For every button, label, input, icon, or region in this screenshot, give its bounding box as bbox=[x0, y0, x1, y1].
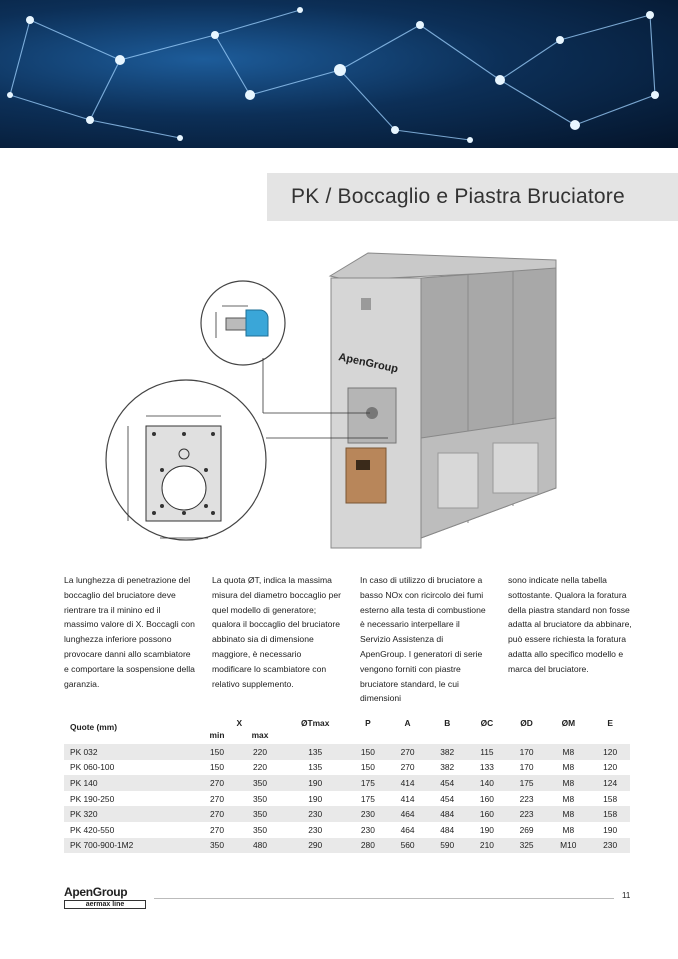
value-cell: 190 bbox=[603, 824, 618, 835]
table-row bbox=[64, 838, 630, 854]
col-header: ØD bbox=[520, 718, 533, 728]
value-cell: 115 bbox=[480, 746, 494, 757]
value-cell: 350 bbox=[253, 777, 267, 788]
burner-plate-diagram bbox=[98, 248, 568, 568]
quote-label: Quote (mm) bbox=[70, 722, 117, 732]
value-cell: 220 bbox=[253, 746, 267, 757]
network-graphic bbox=[0, 0, 678, 148]
value-cell: M8 bbox=[562, 762, 575, 773]
model-name-cell: PK 420-550 bbox=[70, 824, 115, 835]
model-name-cell: PK 190-250 bbox=[70, 793, 115, 804]
value-cell: 150 bbox=[210, 762, 224, 773]
paragraph: sono indicate nella tabella sottostante. Qualora la foratura della piastra standard non fosse adatta al bruciatore da abbinare, può essere richiesta la foratura adatta allo specifico modello e marca del bruciatore. bbox=[508, 575, 632, 674]
paragraph: La lunghezza di penetrazione del boccaglio del bruciatore deve rientrare tra il minino ed il massimo valore di X. Boccagli con lunghezza inferiore possono provocare danni allo scambiatore e comportare la sospensione della garanzia. bbox=[64, 575, 195, 689]
value-cell: 270 bbox=[210, 824, 224, 835]
table-row bbox=[64, 760, 630, 776]
value-cell: 454 bbox=[440, 793, 455, 804]
value-cell: 140 bbox=[479, 777, 494, 788]
x-min-label: min bbox=[209, 730, 225, 740]
value-cell: 270 bbox=[210, 793, 224, 804]
table-header-row bbox=[64, 712, 630, 730]
value-cell: 175 bbox=[360, 777, 375, 788]
value-cell: 223 bbox=[519, 793, 534, 804]
col-header: ØC bbox=[480, 718, 494, 728]
x-max-label: max bbox=[251, 730, 269, 740]
value-cell: 150 bbox=[360, 746, 375, 757]
dimensions-table bbox=[64, 712, 630, 853]
value-cell: 223 bbox=[519, 809, 534, 820]
value-cell: 175 bbox=[360, 793, 375, 804]
value-cell: 160 bbox=[479, 809, 494, 820]
footer-divider bbox=[154, 898, 614, 899]
text-column-2 bbox=[212, 573, 343, 706]
header-banner-image bbox=[0, 0, 678, 148]
table-row bbox=[64, 806, 630, 822]
value-cell: 484 bbox=[440, 809, 455, 820]
model-name-cell: PK 060-100 bbox=[70, 762, 115, 773]
value-cell: 590 bbox=[440, 840, 455, 851]
table-row bbox=[64, 791, 630, 807]
value-cell: 175 bbox=[519, 777, 534, 788]
value-cell: 230 bbox=[603, 840, 618, 851]
value-cell: 350 bbox=[253, 793, 267, 804]
model-name-cell: PK 320 bbox=[70, 809, 98, 820]
value-cell: 464 bbox=[400, 809, 415, 820]
value-cell: 350 bbox=[253, 809, 267, 820]
model-name-cell: PK 700-900-1M2 bbox=[70, 840, 134, 851]
value-cell: 269 bbox=[519, 824, 534, 835]
value-cell: 190 bbox=[479, 824, 494, 835]
value-cell: 230 bbox=[360, 824, 375, 835]
text-column-3 bbox=[360, 573, 491, 706]
col-header: P bbox=[365, 718, 371, 728]
value-cell: 220 bbox=[253, 762, 267, 773]
paragraph: In caso di utilizzo di bruciatore a basso NOx con ricircolo dei fumi esterno alla testa di combustione è necessario interpellare il Servizio Assistenza di ApenGroup. I generatori di serie vengono forniti con piastre bruciatore standard, le cui dimensioni bbox=[360, 575, 486, 704]
page-title: PK / Boccaglio e Piastra Bruciatore bbox=[291, 185, 625, 208]
value-cell: 414 bbox=[400, 777, 415, 788]
value-cell: M8 bbox=[562, 809, 575, 820]
value-cell: 170 bbox=[519, 746, 534, 757]
plate-detail-callout bbox=[106, 380, 266, 540]
value-cell: 560 bbox=[400, 840, 415, 851]
table-row bbox=[64, 822, 630, 838]
value-cell: 480 bbox=[253, 840, 267, 851]
value-cell: 350 bbox=[210, 840, 224, 851]
value-cell: 270 bbox=[400, 746, 415, 757]
value-cell: 382 bbox=[440, 762, 455, 773]
value-cell: 135 bbox=[308, 746, 323, 757]
heater-unit-drawing bbox=[330, 253, 556, 548]
value-cell: 230 bbox=[308, 809, 323, 820]
col-header: A bbox=[404, 718, 411, 728]
value-cell: 150 bbox=[210, 746, 224, 757]
value-cell: 350 bbox=[253, 824, 267, 835]
value-cell: 464 bbox=[400, 824, 415, 835]
col-header: ØM bbox=[561, 718, 576, 728]
value-cell: 280 bbox=[360, 840, 375, 851]
value-cell: 230 bbox=[308, 824, 323, 835]
value-cell: 454 bbox=[440, 777, 455, 788]
value-cell: 414 bbox=[400, 793, 415, 804]
value-cell: 210 bbox=[479, 840, 494, 851]
value-cell: 133 bbox=[479, 762, 494, 773]
col-header: X bbox=[236, 718, 243, 728]
value-cell: M8 bbox=[562, 777, 575, 788]
footer-sub-brand: aermax line bbox=[64, 900, 146, 909]
description-text bbox=[64, 573, 644, 706]
value-cell: 170 bbox=[519, 762, 534, 773]
value-cell: 120 bbox=[603, 762, 618, 773]
col-header: ØTmax bbox=[300, 718, 330, 728]
value-cell: 158 bbox=[603, 793, 618, 804]
unit-brand-label: ApenGroup bbox=[337, 351, 400, 376]
page-number: 11 bbox=[622, 891, 631, 900]
value-cell: 484 bbox=[440, 824, 455, 835]
value-cell: M8 bbox=[562, 793, 575, 804]
value-cell: 135 bbox=[308, 762, 323, 773]
value-cell: M8 bbox=[562, 824, 575, 835]
col-header: B bbox=[444, 718, 451, 728]
title-bar bbox=[267, 173, 678, 221]
text-column-4 bbox=[508, 573, 639, 706]
model-name-cell: PK 032 bbox=[70, 746, 98, 757]
value-cell: 158 bbox=[603, 809, 618, 820]
footer-brand: ApenGroup bbox=[64, 885, 128, 899]
paragraph: La quota ØT, indica la massima misura del diametro boccaglio per quel modello di generatore; qualora il boccaglio del bruciatore abbinato sia di dimensione maggiore, è necessario modificare lo scambiatore con relativo supplemento. bbox=[212, 575, 341, 689]
value-cell: 150 bbox=[360, 762, 375, 773]
value-cell: 382 bbox=[440, 746, 455, 757]
value-cell: M10 bbox=[560, 840, 577, 851]
text-column-1 bbox=[64, 573, 195, 706]
value-cell: 230 bbox=[360, 809, 375, 820]
value-cell: 325 bbox=[519, 840, 534, 851]
value-cell: 270 bbox=[400, 762, 415, 773]
value-cell: 190 bbox=[308, 777, 323, 788]
value-cell: 124 bbox=[603, 777, 618, 788]
value-cell: 120 bbox=[603, 746, 618, 757]
nozzle-detail-callout bbox=[201, 281, 285, 365]
value-cell: M8 bbox=[562, 746, 575, 757]
footer-logo bbox=[64, 885, 146, 909]
value-cell: 190 bbox=[308, 793, 323, 804]
table-row bbox=[64, 775, 630, 791]
value-cell: 290 bbox=[308, 840, 323, 851]
col-header: E bbox=[607, 718, 613, 728]
value-cell: 160 bbox=[479, 793, 494, 804]
value-cell: 270 bbox=[210, 777, 224, 788]
table-body bbox=[64, 744, 630, 853]
table-row bbox=[64, 744, 630, 760]
value-cell: 270 bbox=[210, 809, 224, 820]
model-name-cell: PK 140 bbox=[70, 777, 98, 788]
product-illustration bbox=[98, 248, 568, 568]
